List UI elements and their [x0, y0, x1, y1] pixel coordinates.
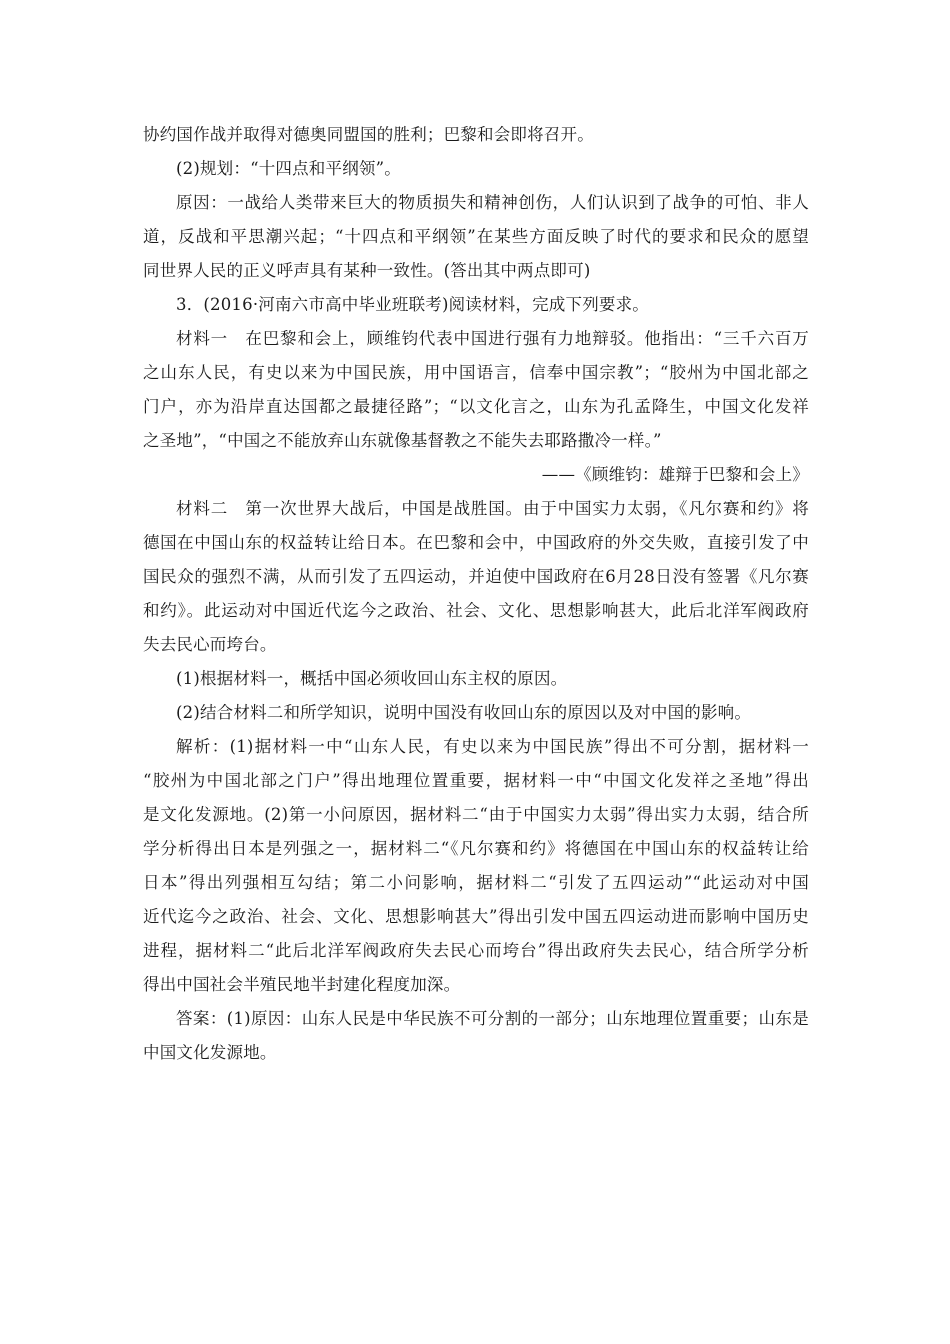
text-line: 道，反战和平思潮兴起；“十四点和平纲领”在某些方面反映了时代的要求和民众的愿望 — [143, 227, 809, 246]
text-line: 材料一 在巴黎和会上，顾维钧代表中国进行强有力地辩驳。他指出：“三千六百万 — [176, 329, 809, 348]
text-line: 原因：一战给人类带来巨大的物质损失和精神创伤，人们认识到了战争的可怕、非人 — [176, 193, 809, 212]
text-line: 门户，亦为沿岸直达国都之最捷径路”；“以文化言之，山东为孔孟降生，中国文化发祥 — [143, 397, 809, 416]
text-line: 协约国作战并取得对德奥同盟国的胜利；巴黎和会即将召开。 — [143, 125, 594, 144]
text-line: (2)规划：“十四点和平纲领”。 — [176, 159, 401, 178]
text-line: 国民众的强烈不满，从而引发了五四运动，并迫使中国政府在6月28日没有签署《凡尔赛 — [143, 567, 809, 586]
text-line: 进程，据材料二“此后北洋军阀政府失去民心而垮台”得出政府失去民心，结合所学分析 — [143, 941, 809, 960]
source-citation: ——《顾维钧：雄辩于巴黎和会上》 — [541, 465, 809, 484]
text-line: 材料二 第一次世界大战后，中国是战胜国。由于中国实力太弱，《凡尔赛和约》将 — [176, 499, 809, 518]
text-line: 德国在中国山东的权益转让给日本。在巴黎和会中，中国政府的外交失败，直接引发了中 — [143, 533, 809, 552]
text-line: 和约》。此运动对中国近代迄今之政治、社会、文化、思想影响甚大，此后北洋军阀政府 — [143, 601, 809, 620]
sub-question: (1)根据材料一，概括中国必须收回山东主权的原因。 — [176, 669, 568, 688]
text-line: 之圣地”，“中国之不能放弃山东就像基督教之不能失去耶路撒冷一样。” — [143, 431, 662, 450]
text-line: 得出中国社会半殖民地半封建化程度加深。 — [143, 975, 461, 994]
text-line: 解析：(1)据材料一中“山东人民，有史以来为中国民族”得出不可分割，据材料一 — [176, 737, 809, 756]
text-line: 中国文化发源地。 — [143, 1043, 277, 1062]
text-line: 答案：(1)原因：山东人民是中华民族不可分割的一部分；山东地理位置重要；山东是 — [176, 1009, 809, 1028]
text-line: 失去民心而垮台。 — [143, 635, 277, 654]
text-line: 同世界人民的正义呼声具有某种一致性。(答出其中两点即可) — [143, 261, 591, 280]
text-line: 学分析得出日本是列强之一，据材料二“《凡尔赛和约》将德国在中国山东的权益转让给 — [143, 839, 809, 858]
text-line: 近代迄今之政治、社会、文化、思想影响甚大”得出引发中国五四运动进而影响中国历史 — [143, 907, 809, 926]
text-line: “胶州为中国北部之门户”得出地理位置重要，据材料一中“中国文化发祥之圣地”得出 — [143, 771, 809, 790]
question-heading: 3．(2016·河南六市高中毕业班联考)阅读材料，完成下列要求。 — [176, 295, 650, 314]
document-page — [143, 118, 809, 1070]
text-line: 日本”得出列强相互勾结；第二小问影响，据材料二“引发了五四运动”“此运动对中国 — [143, 873, 809, 892]
text-line: 之山东人民，有史以来为中国民族，用中国语言，信奉中国宗教”；“胶州为中国北部之 — [143, 363, 809, 382]
sub-question: (2)结合材料二和所学知识，说明中国没有收回山东的原因以及对中国的影响。 — [176, 703, 752, 722]
text-line: 是文化发源地。(2)第一小问原因，据材料二“由于中国实力太弱”得出实力太弱，结合所 — [143, 805, 809, 824]
